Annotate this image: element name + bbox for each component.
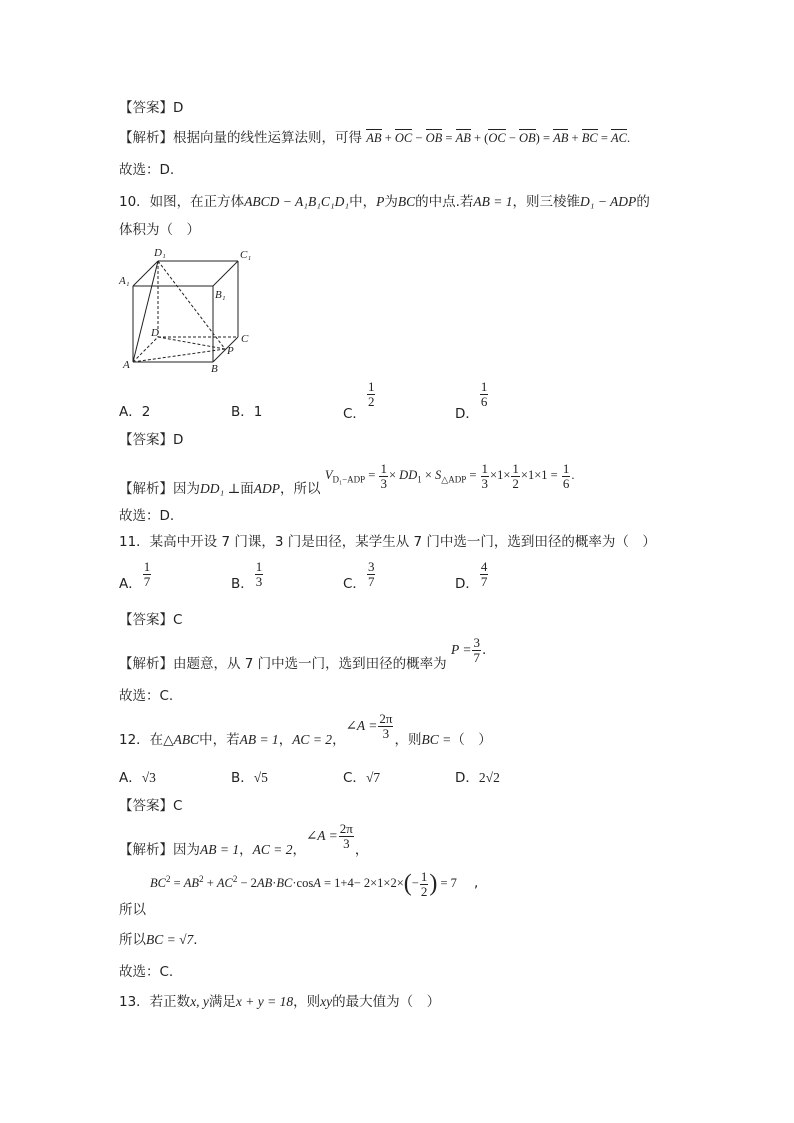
q11-option-c: C． $\frac{3}{7}$ bbox=[343, 559, 375, 593]
q12-option-a: A．√3 bbox=[119, 770, 156, 786]
q12-choose: 故选：C. bbox=[119, 964, 174, 980]
label-c1: C₁ bbox=[240, 249, 252, 261]
q12-answer: 【答案】C bbox=[119, 798, 183, 814]
q10-analysis-line: 【解析】因为DD₁ ⊥面ADP，所以 $V_{D_1-ADP}$ = $\frac{1}{3}$ × $DD_1 \times S_{\triangle ADP}$ = $\frac{1}{3}$ ×1× $\frac{1}{2}$ ×1×1 = $\frac{1}{6}$ . bbox=[119, 461, 575, 498]
q10-answer: 【答案】D bbox=[119, 432, 184, 448]
q12-option-c: C．√7 bbox=[343, 770, 381, 786]
q9-answer: 【答案】D bbox=[119, 100, 184, 116]
q10-stem-a: 10．如图，在正方体 bbox=[119, 194, 245, 210]
label-a: A bbox=[123, 359, 130, 371]
q12-cosine-law: $BC^2 = AB^2 + AC^2 - 2AB\cdot BC\cdot\cos A = 1+4- 2\times 1\times 2\times(-$ $\frac{1}{2}$ ) = 7 , bbox=[150, 869, 479, 899]
q12-result-line: 所以BC = √7. bbox=[119, 932, 198, 948]
q12-analysis-line1: 【解析】因为AB = 1，AC = 2，∠A = $\frac{2\pi}{3}$ ， bbox=[119, 821, 369, 859]
q10-option-c: C． $\frac{1}{2}$ bbox=[343, 379, 375, 423]
q10-stem-line1 bbox=[119, 190, 650, 210]
q10-option-c-frac: $\frac{1}{2}$ bbox=[367, 379, 375, 409]
q9-analysis-text: 【解析】根据向量的线性运算法则，可得 bbox=[119, 130, 362, 146]
edge-b1c1 bbox=[213, 261, 238, 286]
label-b: B bbox=[211, 363, 218, 374]
edge-dp bbox=[158, 337, 225, 349]
edge-d1a bbox=[133, 261, 158, 362]
q10-volume-formula: $V_{D_1-ADP}$ = $\frac{1}{3}$ × $DD_1 \times S_{\triangle ADP}$ = $\frac{1}{3}$ ×1× $\frac{1}{2}$ ×1×1 = $\frac{1}{6}$ . bbox=[324, 461, 575, 491]
q10-bc: BC bbox=[397, 194, 416, 209]
q10-option-d: D． $\frac{1}{6}$ bbox=[455, 379, 488, 423]
q9-choose: 故选：D. bbox=[119, 162, 175, 178]
q10-stem-f: 的 bbox=[636, 194, 650, 210]
edge-bc bbox=[213, 337, 238, 362]
edge-ap bbox=[133, 349, 225, 362]
q10-option-b: B．1 bbox=[231, 404, 263, 420]
q9-analysis-line bbox=[119, 126, 630, 146]
label-p: P bbox=[227, 345, 234, 357]
q10-option-d-frac: $\frac{1}{6}$ bbox=[480, 379, 488, 409]
cube-figure bbox=[118, 244, 258, 374]
label-d1: D₁ bbox=[154, 247, 166, 259]
label-c: C bbox=[241, 333, 249, 345]
q11-option-d: D． $\frac{4}{7}$ bbox=[455, 559, 488, 593]
q10-ab1: AB = 1 bbox=[473, 194, 513, 209]
q10-stem-line2: 体积为（ ） bbox=[119, 222, 200, 238]
q11-stem: 11．某高中开设 7 门课，3 门是田径，某学生从 7 门中选一门，选到田径的概率为（ ） bbox=[119, 534, 656, 550]
q10-p: P bbox=[376, 194, 385, 209]
q10-stem-c: 为 bbox=[384, 194, 398, 210]
q11-option-b: B． $\frac{1}{3}$ bbox=[231, 559, 263, 593]
q11-answer: 【答案】C bbox=[119, 612, 183, 628]
q11-choose: 故选：C. bbox=[119, 688, 174, 704]
q11-analysis-line: 【解析】由题意，从 7 门中选一门，选到田径的概率为 P = $\frac{3}{7}$ . bbox=[119, 635, 487, 673]
label-d: D bbox=[151, 327, 159, 339]
q12-option-d: D．2√2 bbox=[455, 770, 500, 786]
q11-option-a: A． $\frac{1}{7}$ bbox=[119, 559, 151, 593]
q10-choose: 故选：D. bbox=[119, 508, 175, 524]
edge-ad bbox=[133, 337, 158, 362]
edge-a1d1 bbox=[133, 261, 158, 286]
q10-pyramid: D₁ − ADP bbox=[580, 194, 637, 209]
q10-cube-name: ABCD − A₁B₁C₁D₁ bbox=[244, 194, 350, 209]
q10-stem-b: 中， bbox=[349, 194, 377, 210]
q12-stem-line: 12．在△ABC中，若AB = 1，AC = 2，∠A = $\frac{2\pi}{3}$ ，则BC =（ ） bbox=[119, 711, 492, 749]
q11-p-frac: $\frac{3}{7}$ bbox=[473, 635, 480, 665]
q13-stem-line: 13．若正数x, y满足x + y = 18，则xy的最大值为（ ） bbox=[119, 994, 441, 1010]
q9-vector-equation: AB + OC − OB = AB + (OC − OB) = AB + BC = AC. bbox=[366, 131, 631, 145]
q10-option-a: A．2 bbox=[119, 404, 151, 420]
q12-angle-frac: $\frac{2\pi}{3}$ bbox=[379, 711, 393, 741]
q10-stem-d: 的中点.若 bbox=[415, 194, 474, 210]
q10-stem-e: ，则三棱锥 bbox=[512, 194, 580, 210]
label-b1: B₁ bbox=[215, 289, 226, 301]
label-a1: A₁ bbox=[119, 275, 130, 287]
edge-d1p bbox=[158, 261, 225, 349]
q12-option-b: B．√5 bbox=[231, 770, 268, 786]
q10-dd1-perp: DD₁ ⊥ bbox=[200, 481, 241, 497]
q12-so1: 所以 bbox=[119, 902, 146, 918]
